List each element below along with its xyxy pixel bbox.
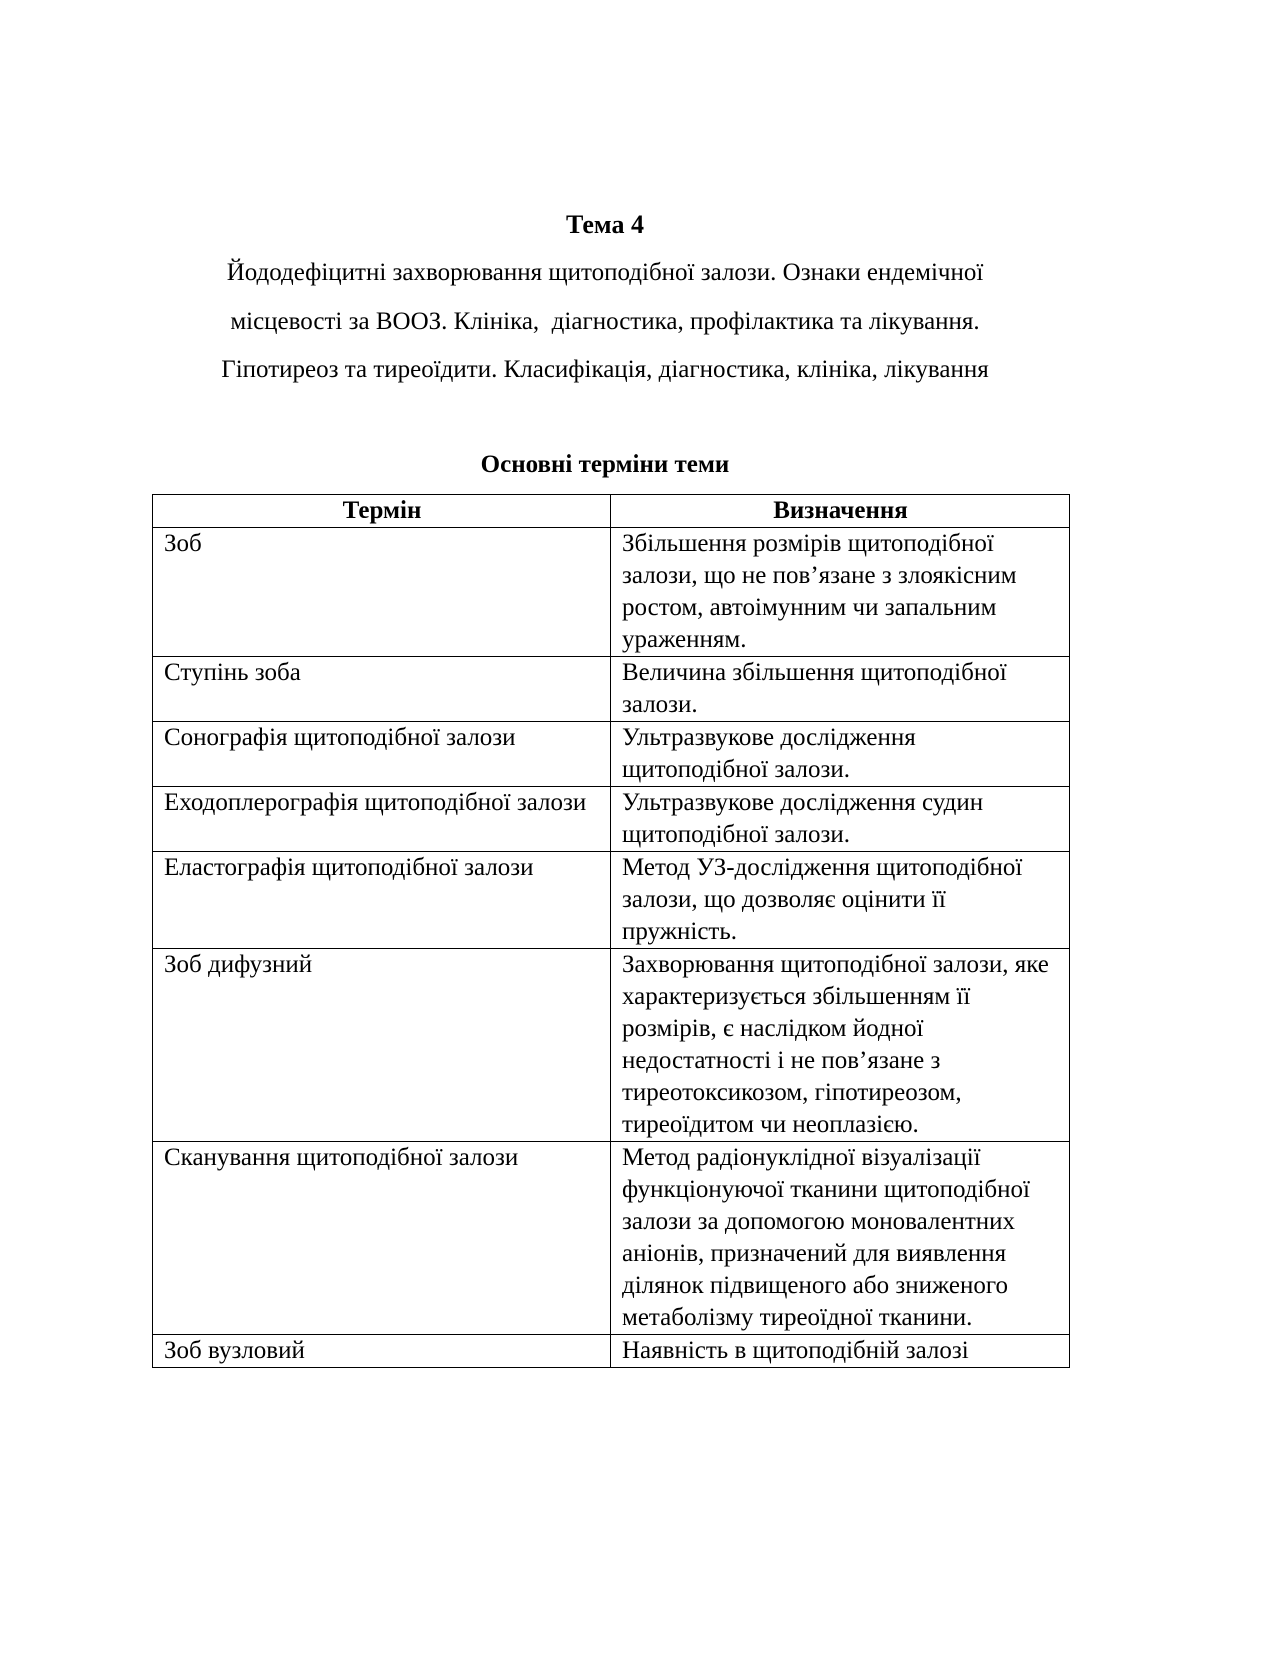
term-cell: Еходоплерографія щитоподібної залози — [153, 787, 611, 852]
term-cell: Зоб — [153, 528, 611, 657]
definition-cell: Збільшення розмірів щитоподібної залози, що не пов’язане з злоякісним ростом, автоімунним чи запальним ураженням. — [611, 528, 1070, 657]
subtitle-line-2: місцевості за ВООЗ. Клініка, діагностика, профілактика та лікування. — [230, 308, 980, 335]
section-heading: Основні терміни теми — [480, 451, 730, 478]
definition-cell: Захворювання щитоподібної залози, яке характеризується збільшенням її розмірів, є наслідком йодної недостатності і не пов’язане з тиреотоксикозом, гіпотиреозом, тиреоїдитом чи неоплазією. — [611, 949, 1070, 1142]
term-cell: Сонографія щитоподібної залози — [153, 722, 611, 787]
table-row — [153, 722, 1070, 787]
definition-cell: Величина збільшення щитоподібної залози. — [611, 657, 1070, 722]
table-row — [153, 1142, 1070, 1335]
definition-cell: Ультразвукове дослідження судин щитоподібної залози. — [611, 787, 1070, 852]
term-cell: Еластографія щитоподібної залози — [153, 852, 611, 949]
term-cell: Ступінь зоба — [153, 657, 611, 722]
definition-cell: Метод радіонуклідної візуалізації функціонуючої тканини щитоподібної залози за допомогою моновалентних аніонів, призначений для виявлення ділянок підвищеного або зниженого метаболізму тиреоїдної тканини. — [611, 1142, 1070, 1335]
term-cell: Сканування щитоподібної залози — [153, 1142, 611, 1335]
table-row — [153, 787, 1070, 852]
definition-cell: Ультразвукове дослідження щитоподібної залози. — [611, 722, 1070, 787]
table-row — [153, 657, 1070, 722]
table-row — [153, 852, 1070, 949]
page-title: Тема 4 — [566, 210, 644, 239]
column-header-definition: Визначення — [611, 495, 1070, 528]
table-header-row — [153, 495, 1070, 528]
definition-cell: Наявність в щитоподібній залозі — [611, 1335, 1070, 1368]
table-row — [153, 949, 1070, 1142]
subtitle-line-3: Гіпотиреоз та тиреоїдити. Класифікація, діагностика, клініка, лікування — [221, 356, 989, 383]
column-header-term: Термін — [153, 495, 611, 528]
terms-table — [152, 494, 1070, 1368]
definition-cell: Метод УЗ-дослідження щитоподібної залози, що дозволяє оцінити її пружність. — [611, 852, 1070, 949]
table-row — [153, 528, 1070, 657]
term-cell: Зоб дифузний — [153, 949, 611, 1142]
subtitle-line-1: Йододефіцитні захворювання щитоподібної залози. Ознаки ендемічної — [226, 259, 984, 286]
term-cell: Зоб вузловий — [153, 1335, 611, 1368]
table-row — [153, 1335, 1070, 1368]
